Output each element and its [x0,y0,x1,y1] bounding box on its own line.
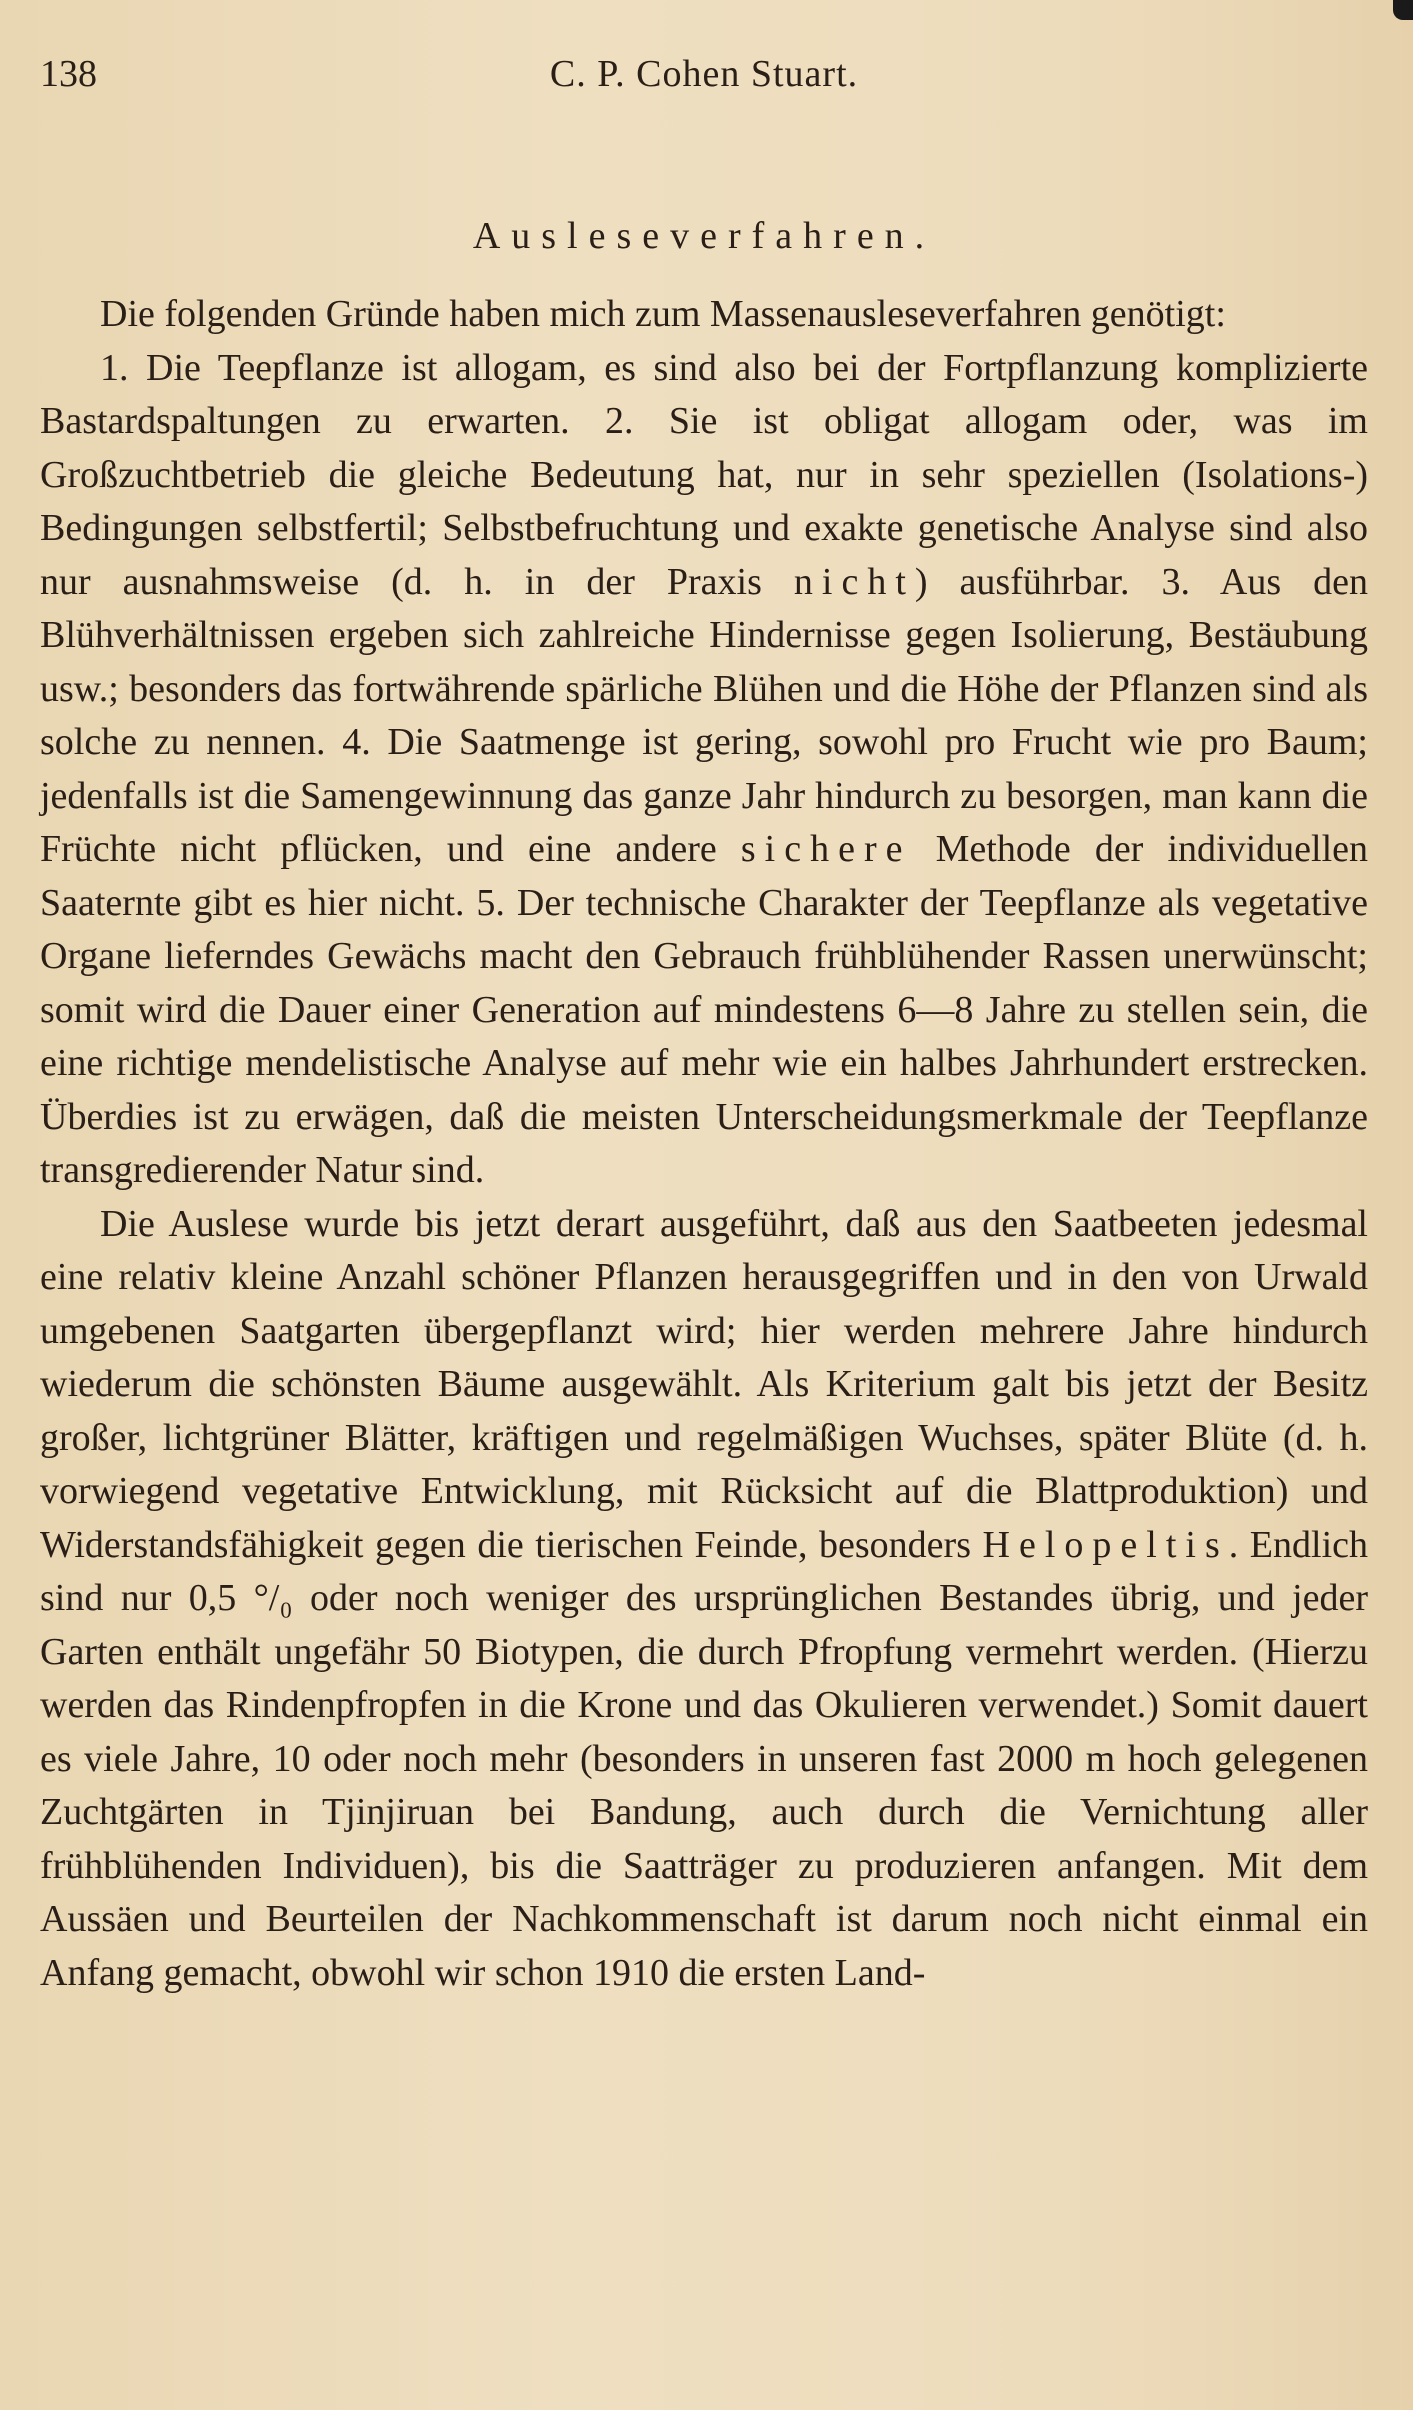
paragraph-1 [40,288,1368,342]
paragraph-3 [40,1198,1368,2001]
emphasis-sichere: sichere [740,828,912,870]
paragraph-1-text: Die folgenden Gründe haben mich zum Massenausleseverfahren genötigt: [100,293,1226,335]
paragraph-2-text-b: ) ausführbar. 3. Aus den Blühverhältnissen ergeben sich zahlreiche Hindernisse gegen Isolierung, Bestäubung usw.; besonders das fortwährende spärliche Blühen und die Höhe der Pflanzen sind als solche zu nennen. 4. Die Saatmenge ist gering, sowohl pro Frucht wie pro Baum; jedenfalls ist die Samengewinnung das ganze Jahr hindurch zu besorgen, man kann die Früchte nicht pflücken, und eine andere [40,560,1368,870]
emphasis-nicht: nicht [793,560,915,603]
paragraph-3-text-b: . Endlich sind nur 0,5 °/₀ oder noch weniger des ursprünglichen Bestandes übrig, und jeder Garten enthält ungefähr 50 Biotypen, die durch Pfropfung vermehrt werden. (Hierzu werden das Rindenpfropfen in die Krone und das Okulieren verwendet.) Somit dauert es viele Jahre, 10 oder noch mehr (besonders in unseren fast 2000 m hoch gelegenen Zuchtgärten in Tjinjiruan bei Bandung, auch durch die Vernichtung aller frühblühenden Individuen), bis die Saatträger zu produzieren anfangen. Mit dem Aussäen und Beurteilen der Nachkommenschaft ist darum noch nicht einmal ein Anfang gemacht, obwohl wir schon 1910 die ersten Land- [40,1523,1368,1994]
page-corner-mark [1393,0,1413,20]
running-title: C. P. Cohen Stuart. [549,53,859,95]
running-head [40,50,1368,120]
paragraph-2-text-c: Methode der individuellen Saaternte gibt es hier nicht. 5. Der technische Charakter der Teepflanze als vegetative Organe lieferndes Gewächs macht den Gebrauch frühblühender Rassen unerwünscht; somit wird die Dauer einer Generation auf mindestens 6—8 Jahre zu stellen sein, die eine richtige mendelistische Analyse auf mehr wie ein halbes Jahrhundert erstrecken. Überdies ist zu erwägen, daß die meisten Unterscheidungsmerkmale der Teepflanze transgredierender Natur sind. [40,828,1368,1191]
page-number: 138 [40,53,97,95]
emphasis-helopeltis: Helopeltis [982,1523,1229,1566]
paragraph-2-text-a: 1. Die Teepflanze ist allogam, es sind also bei der Fortpflanzung komplizierte Bastardspaltungen zu erwarten. 2. Sie ist obligat allogam oder, was im Großzuchtbetrieb die gleiche Bedeutung hat, nur in sehr speziellen (Isolations-) Bedingungen selbstfertil; Selbstbefruchtung und exakte genetische Analyse sind also nur ausnahmsweise (d. h. in der Praxis [40,346,1368,603]
paragraph-3-text-a: Die Auslese wurde bis jetzt derart ausgeführt, daß aus den Saatbeeten jedesmal eine relativ kleine Anzahl schöner Pflanzen herausgegriffen und in den von Urwald umgebenen Saatgarten übergepflanzt wird; hier werden mehrere Jahre hindurch wiederum die schönsten Bäume ausgewählt. Als Kriterium galt bis jetzt der Besitz großer, lichtgrüner Blätter, kräftigen und regelmäßigen Wuchses, später Blüte (d. h. vorwiegend vegetative Entwicklung, mit Rücksicht auf die Blattproduktion) und Widerstandsfähigkeit gegen die tierischen Feinde, besonders [40,1202,1368,1566]
paragraph-2 [40,342,1368,1198]
section-heading: Ausleseverfahren. [472,215,936,257]
